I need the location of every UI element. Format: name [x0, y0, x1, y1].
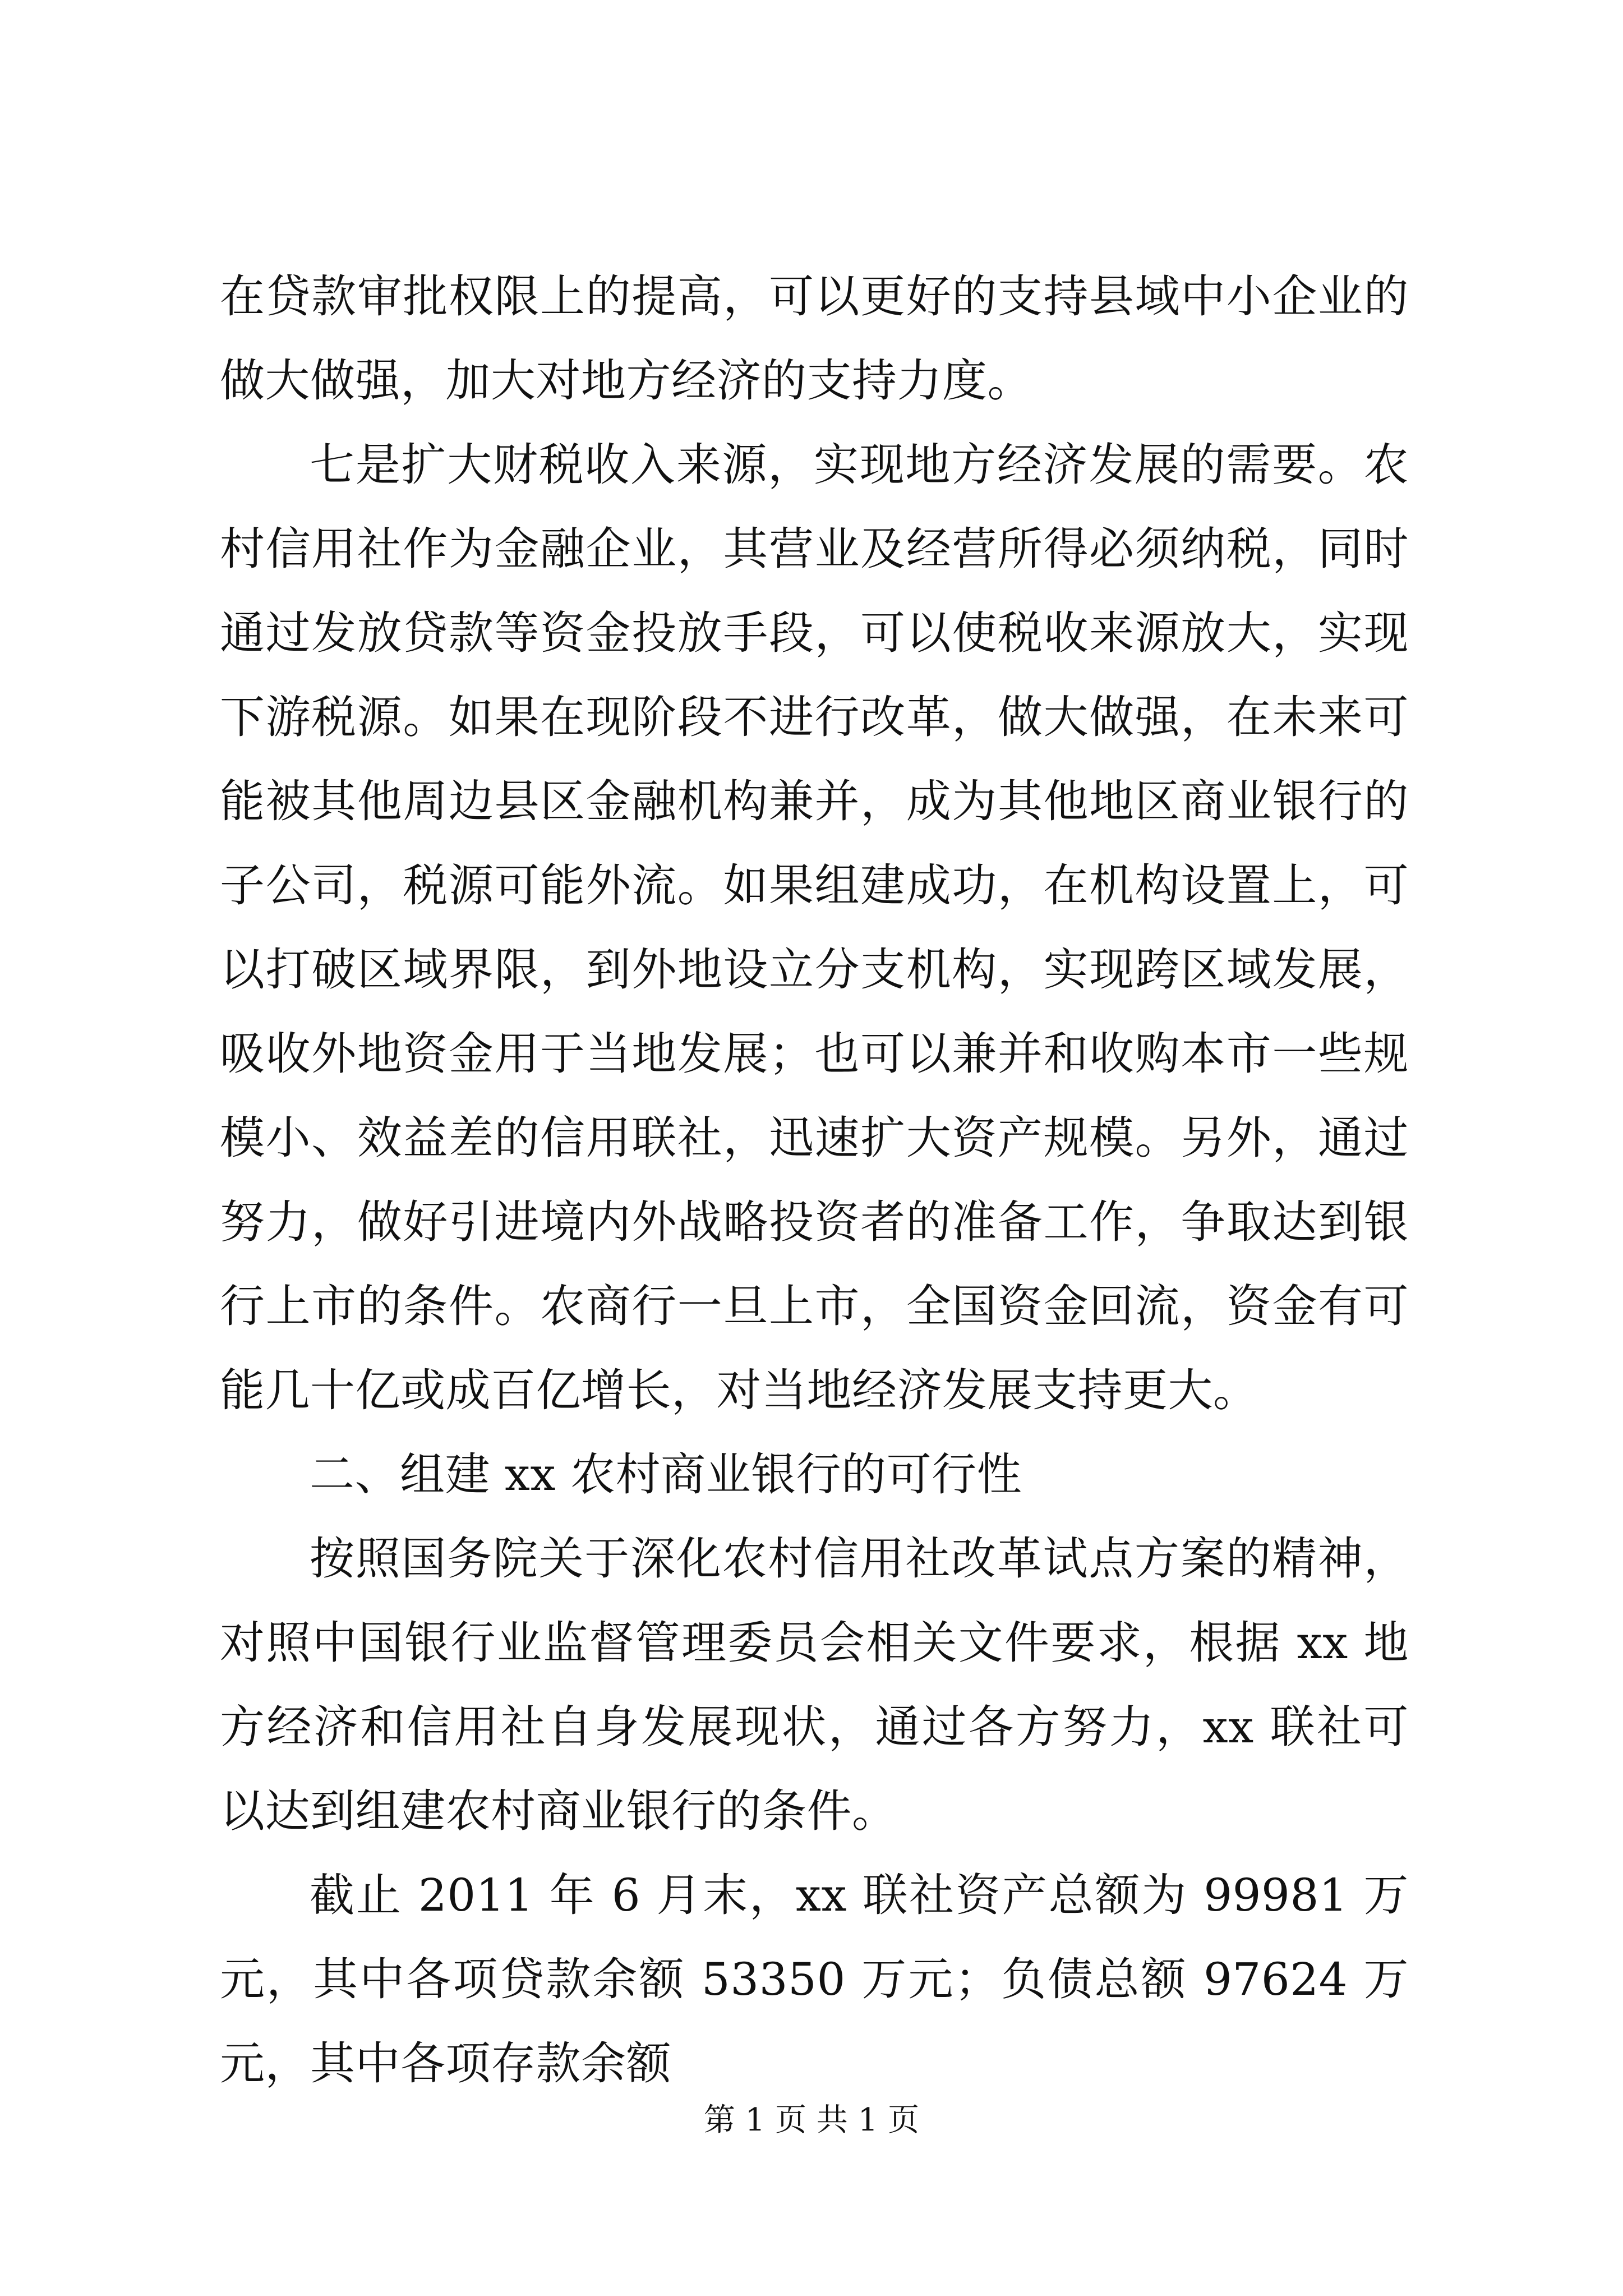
section-heading-feasibility: 二、组建 xx 农村商业银行的可行性 — [310, 1448, 1022, 1501]
paragraph-financial-figures: 截止 2011 年 6 月末，xx 联社资产总额为 99981 万元，其中各项贷款余额 53350 万元；负债总额 97624 万元，其中各项存款余额 — [220, 1869, 1409, 2090]
paragraph-fiscal-revenue: 七是扩大财税收入来源，实现地方经济发展的需要。农村信用社作为金融企业，其营业及经营所得必须纳税，同时通过发放贷款等资金投放手段，可以使税收来源放大，实现下游税源。如果在现阶段不进行改革，做大做强，在未来可能被其他周边县区金融机构兼并，成为其他地区商业银行的子公司，税源可能外流。如果组建成功，在机构设置上，可以打破区域界限，到外地设立分支机构，实现跨区域发展，吸收外地资金用于当地发展；也可以兼并和收购本市一些规模小、效益差的信用联社，迅速扩大资产规模。另外，通过努力，做好引进境内外战略投资者的准备工作，争取达到银行上市的条件。农商行一旦上市，全国资金回流，资金有可能几十亿或成百亿增长，对当地经济发展支持更大。 — [220, 439, 1409, 1416]
document-body — [220, 255, 1409, 2106]
page-footer: 第 1 页 共 1 页 — [703, 2102, 920, 2138]
paragraph-continuation: 在贷款审批权限上的提高，可以更好的支持县域中小企业的做大做强，加大对地方经济的支持力度。 — [220, 270, 1409, 407]
paragraph-reform-policy: 按照国务院关于深化农村信用社改革试点方案的精神，对照中国银行业监督管理委员会相关文件要求，根据 xx 地方经济和信用社自身发展现状，通过各方努力，xx 联社可以达到组建农村商业银行的条件。 — [220, 1533, 1409, 1837]
